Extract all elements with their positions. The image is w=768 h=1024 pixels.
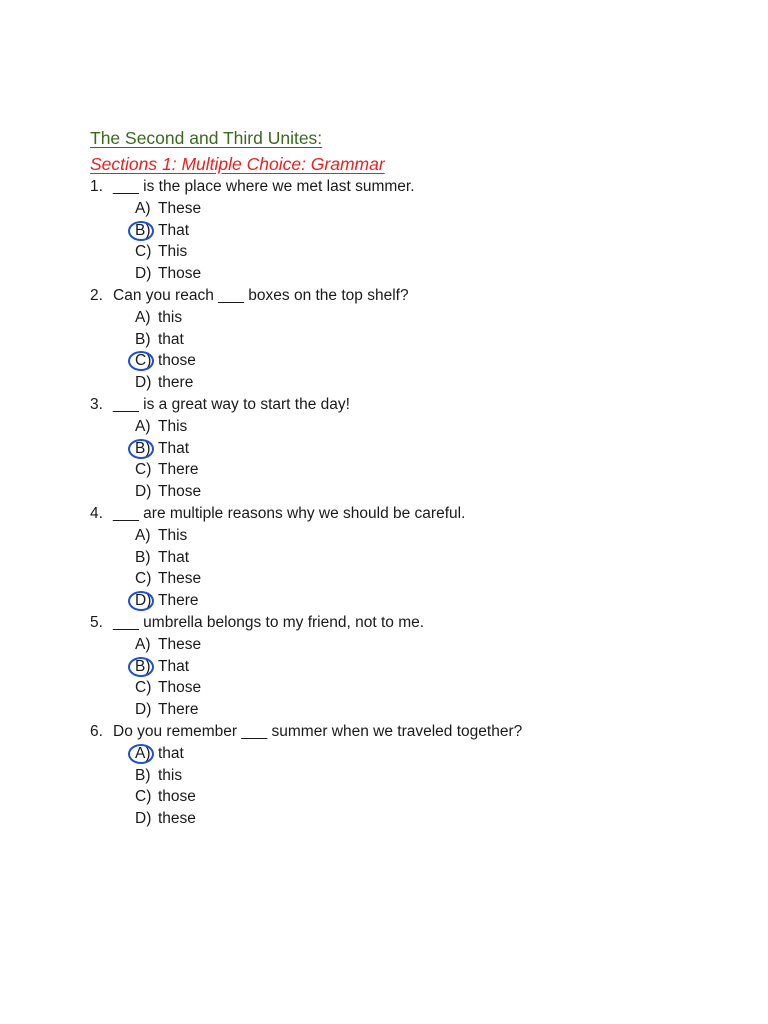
option-letter: C) xyxy=(135,243,152,261)
question-text: ___ are multiple reasons why we should be careful. xyxy=(113,504,466,522)
option-text: this xyxy=(158,766,183,784)
handwritten-answer-circle xyxy=(128,439,154,459)
option-letter: C) xyxy=(135,679,152,697)
option-text: That xyxy=(158,548,190,566)
question-text: ___ umbrella belongs to my friend, not to me. xyxy=(113,613,425,631)
option-letter: A) xyxy=(135,526,151,544)
option-letter: A) xyxy=(135,199,151,217)
option-text: These xyxy=(158,199,202,217)
option-text: Those xyxy=(158,679,202,697)
question-number: 5. xyxy=(90,613,103,631)
answer-option xyxy=(0,350,768,372)
question-line xyxy=(0,503,768,525)
answer-option xyxy=(0,525,768,547)
answer-option xyxy=(0,307,768,329)
answer-option xyxy=(0,786,768,808)
option-text: that xyxy=(158,330,184,348)
answer-option xyxy=(0,241,768,263)
section-heading: Sections 1: Multiple Choice: Grammar xyxy=(90,154,385,174)
answer-option xyxy=(0,329,768,351)
question-number: 3. xyxy=(90,395,103,413)
answer-option xyxy=(0,459,768,481)
answer-option xyxy=(0,743,768,765)
unit-heading: The Second and Third Unites: xyxy=(90,128,323,148)
answer-option xyxy=(0,547,768,569)
question-line xyxy=(0,394,768,416)
option-letter: C) xyxy=(135,352,152,370)
answer-option xyxy=(0,808,768,830)
option-text: There xyxy=(158,592,199,610)
option-text: This xyxy=(158,243,188,261)
option-text: There xyxy=(158,701,199,719)
question-line xyxy=(0,721,768,743)
option-letter: D) xyxy=(135,810,152,828)
question-number: 1. xyxy=(90,178,103,195)
answer-option xyxy=(0,416,768,438)
answer-option xyxy=(0,765,768,787)
question-3 xyxy=(0,394,768,503)
question-5 xyxy=(0,612,768,721)
option-text: Those xyxy=(158,483,202,501)
option-letter: C) xyxy=(135,788,152,806)
option-text: That xyxy=(158,657,190,675)
option-letter: A) xyxy=(135,417,151,435)
answer-option xyxy=(0,568,768,590)
question-text: ___ is a great way to start the day! xyxy=(113,395,350,413)
option-text: Those xyxy=(158,265,202,283)
question-text: Can you reach ___ boxes on the top shelf? xyxy=(113,286,409,304)
option-letter: D) xyxy=(135,701,152,719)
option-letter: B) xyxy=(135,221,151,239)
option-text: That xyxy=(158,221,190,239)
option-letter: B) xyxy=(135,657,151,675)
option-text: there xyxy=(158,374,194,392)
question-number: 2. xyxy=(90,286,103,304)
option-letter: D) xyxy=(135,592,152,610)
handwritten-answer-circle xyxy=(128,657,154,677)
question-line xyxy=(0,176,768,198)
option-text: This xyxy=(158,417,188,435)
option-text: these xyxy=(158,810,196,828)
question-number: 6. xyxy=(90,722,103,740)
question-1 xyxy=(0,176,768,285)
handwritten-answer-circle xyxy=(128,744,154,764)
question-2 xyxy=(0,285,768,394)
option-letter: D) xyxy=(135,483,152,501)
answer-option xyxy=(0,699,768,721)
option-text: That xyxy=(158,439,190,457)
answer-option xyxy=(0,590,768,612)
question-text: ___ is the place where we met last summer. xyxy=(113,178,415,195)
question-number: 4. xyxy=(90,504,103,522)
option-letter: D) xyxy=(135,374,152,392)
option-text: There xyxy=(158,461,199,479)
option-text: This xyxy=(158,526,188,544)
option-letter: D) xyxy=(135,265,152,283)
option-text: These xyxy=(158,635,202,653)
option-text: that xyxy=(158,744,184,762)
option-letter: C) xyxy=(135,570,152,588)
question-4 xyxy=(0,503,768,612)
option-letter: B) xyxy=(135,548,151,566)
answer-option xyxy=(0,656,768,678)
question-text: Do you remember ___ summer when we traveled together? xyxy=(113,722,523,740)
option-text: These xyxy=(158,570,202,588)
answer-option xyxy=(0,198,768,220)
option-letter: B) xyxy=(135,330,151,348)
question-line xyxy=(0,612,768,634)
answer-option xyxy=(0,263,768,285)
answer-option xyxy=(0,481,768,503)
handwritten-answer-circle xyxy=(128,221,154,241)
option-letter: C) xyxy=(135,461,152,479)
question-line xyxy=(0,285,768,307)
answer-option xyxy=(0,677,768,699)
option-letter: A) xyxy=(135,308,151,326)
option-letter: A) xyxy=(135,744,151,762)
option-text: those xyxy=(158,352,196,370)
answer-option xyxy=(0,438,768,460)
option-text: this xyxy=(158,308,183,326)
answer-option xyxy=(0,634,768,656)
option-text: those xyxy=(158,788,196,806)
handwritten-answer-circle xyxy=(128,591,154,611)
answer-option xyxy=(0,372,768,394)
option-letter: A) xyxy=(135,635,151,653)
question-6 xyxy=(0,721,768,830)
option-letter: B) xyxy=(135,766,151,784)
answer-option xyxy=(0,220,768,242)
question-list xyxy=(0,176,768,830)
option-letter: B) xyxy=(135,439,151,457)
